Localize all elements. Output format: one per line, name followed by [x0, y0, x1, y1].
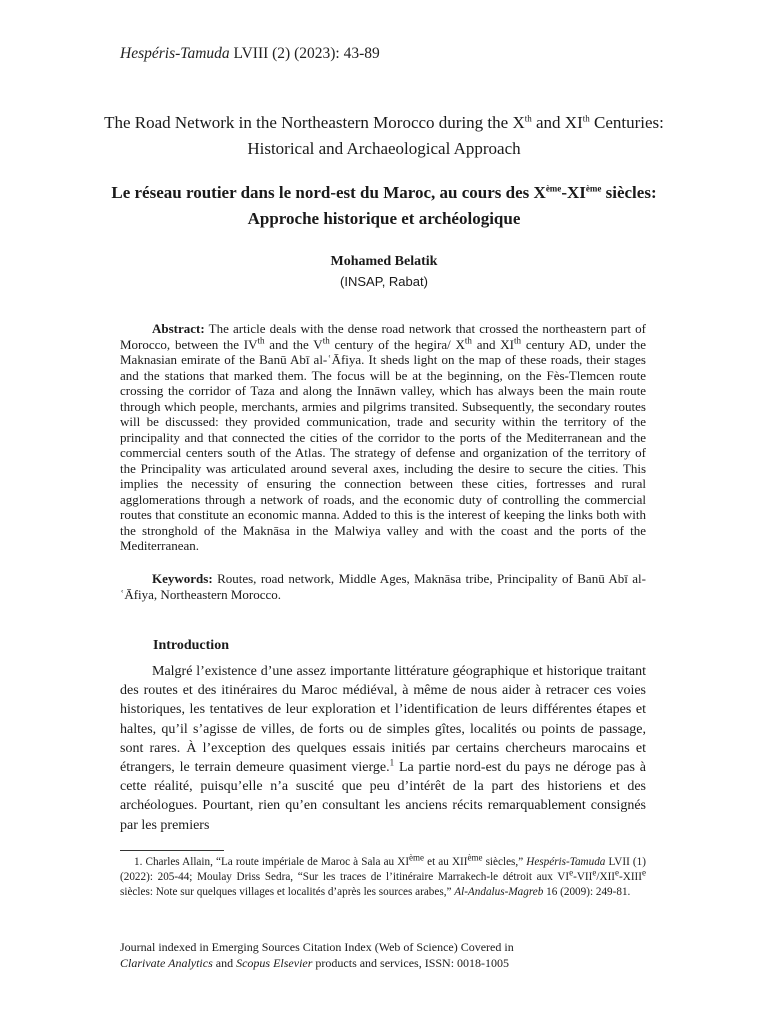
footer-rest: products and services, ISSN: 0018-1005: [312, 956, 510, 970]
footnote-text: -XIII: [619, 871, 642, 883]
author-name: Mohamed Belatik: [330, 254, 438, 269]
footnote-sup: e: [569, 867, 574, 878]
footnote-1: [120, 852, 646, 900]
title-fr-sup: ème: [585, 183, 602, 194]
footnote-sup: e: [592, 867, 597, 878]
keywords-label: Keywords:: [152, 571, 213, 586]
footer-and: and: [212, 956, 237, 970]
abstract-sup: th: [257, 335, 265, 346]
introduction-paragraph: [120, 662, 646, 835]
keywords: [120, 571, 646, 602]
title-fr-part: Le réseau routier dans le nord-est du Maroc, au cours des X: [111, 183, 546, 202]
section-heading-introduction: Introduction: [153, 638, 229, 653]
footnote-text: 1. Charles Allain, “La route impériale de Maroc à Sala au XI: [134, 856, 410, 868]
title-en-sup: th: [524, 113, 532, 124]
footnote-text: 16 (2009): 249-81.: [543, 886, 631, 898]
title-en-part: and XI: [531, 113, 583, 132]
footnote-text: siècles,”: [482, 856, 527, 868]
footnote-divider: [120, 850, 224, 851]
title-en-part: Centuries: Historical and Archaeological Approach: [247, 113, 664, 158]
abstract-label: Abstract:: [152, 321, 205, 336]
footnote-ref-1[interactable]: 1: [389, 757, 395, 768]
journal-header: [120, 45, 380, 63]
footer-scopus: Scopus Elsevier: [236, 956, 313, 970]
title-fr-sup: ème: [545, 183, 562, 194]
footnote-journal: Al-Andalus-Magreb: [454, 886, 544, 898]
footnote-text: siècles: Note sur quelques villages et localités d’après les sources arabes,”: [120, 886, 455, 898]
journal-issue: LVIII (2) (2023): 43-89: [229, 45, 380, 62]
footnote-sup: e: [615, 867, 620, 878]
abstract-text: The article deals with the dense road network that crossed the northeastern part of Morocco, between the IV: [120, 321, 646, 352]
footer-clarivate: Clarivate Analytics: [120, 956, 213, 970]
abstract: [120, 321, 646, 554]
abstract-sup: th: [514, 335, 522, 346]
footnote-text: /XII: [596, 871, 616, 883]
author-block: [100, 252, 668, 292]
footnote-text: et au XII: [424, 856, 468, 868]
journal-footer: [120, 939, 646, 971]
abstract-sup: th: [322, 335, 330, 346]
title-fr-part: -XI: [561, 183, 586, 202]
title-en-sup: th: [582, 113, 590, 124]
title-french: [100, 180, 668, 232]
abstract-text: century AD, under the Maknasian emirate of the Banū Abī al-ʿĀfiya. It sheds light on the map of these roads, their stages and the stations that marked them. The focus will be at the beginning, on the Fès-Tlemcen route crossing the corridor of Taza and along the Innāwn valley, which has always been the main route through which people, merchants, armies and pilgrims transited. Subsequently, the secondary routes will be discussed: they provided communication, trade and security within the territory of the principality and that connected the cities of the corridor to the ports of the Mediterranean and the commercial centers south of the Atlas. The strategy of defense and organization of the territory of the Principality was articulated around several axes, including the desire to secure the cities. This implies the necessity of ensuring the connection between these cities, fortresses and rural agglomerations through a network of roads, and the economic duty of controlling the commercial routes that constitute an economic manna. Added to this is the interest of keeping the links both with the stronghold of the Maknāsa in the Malwiya valley and with the coast and the ports of the Mediterranean.: [120, 336, 646, 553]
intro-text: La partie nord-est du pays ne déroge pas à cette réalité, puisqu’elle n’a suscité que peu d’intérêt de la part des historiens et des archéologues. Pourtant, rien qu’en consultant les anciens récits remarquablement consignés par les premiers: [120, 760, 647, 833]
journal-name: Hespéris-Tamuda: [120, 45, 230, 62]
abstract-sup: th: [464, 335, 472, 346]
footnote-sup: ème: [409, 852, 425, 863]
author-affiliation: (INSAP, Rabat): [340, 274, 428, 289]
footnote-sup: e: [642, 867, 646, 878]
title-en-part: The Road Network in the Northeastern Morocco during the X: [104, 113, 525, 132]
footer-line-1: Journal indexed in Emerging Sources Citation Index (Web of Science) Covered in: [120, 940, 514, 954]
footnote-sup: ème: [467, 852, 483, 863]
footer-line-2: [120, 955, 646, 971]
footnote-text: -VII: [573, 871, 593, 883]
abstract-text: century of the hegira/ X: [329, 336, 465, 352]
footnote-text: LVII (1) (2022): 205-44; Moulay Driss Sedra, “Sur les traces de l’itinéraire Marrakech-le détroit aux VI: [120, 856, 646, 883]
footnote-journal: Hespéris-Tamuda: [526, 856, 606, 868]
title-english: [100, 110, 668, 162]
title-fr-part: siècles: Approche historique et archéologique: [247, 183, 657, 228]
intro-text: Malgré l’existence d’une assez importante littérature géographique et historique traitant des routes et des itinéraires du Maroc médiéval, à même de nous aider à retracer ces voies historiques, les tentatives de leur exploration et l’identification de leurs différentes étapes et haltes, qu’il s’agisse de villes, de forts ou de simples gîtes, localités ou points de passage, sont rares. À l’exception des quelques essais initiés par certains chercheurs marocains et étrangers, le terrain demeure quasiment vierge.: [120, 664, 646, 776]
abstract-text: and XI: [471, 336, 514, 352]
abstract-text: and the V: [264, 336, 323, 352]
keywords-text: Routes, road network, Middle Ages, Maknāsa tribe, Principality of Banū Abī al-ʿĀfiya, Northeastern Morocco.: [120, 571, 646, 602]
